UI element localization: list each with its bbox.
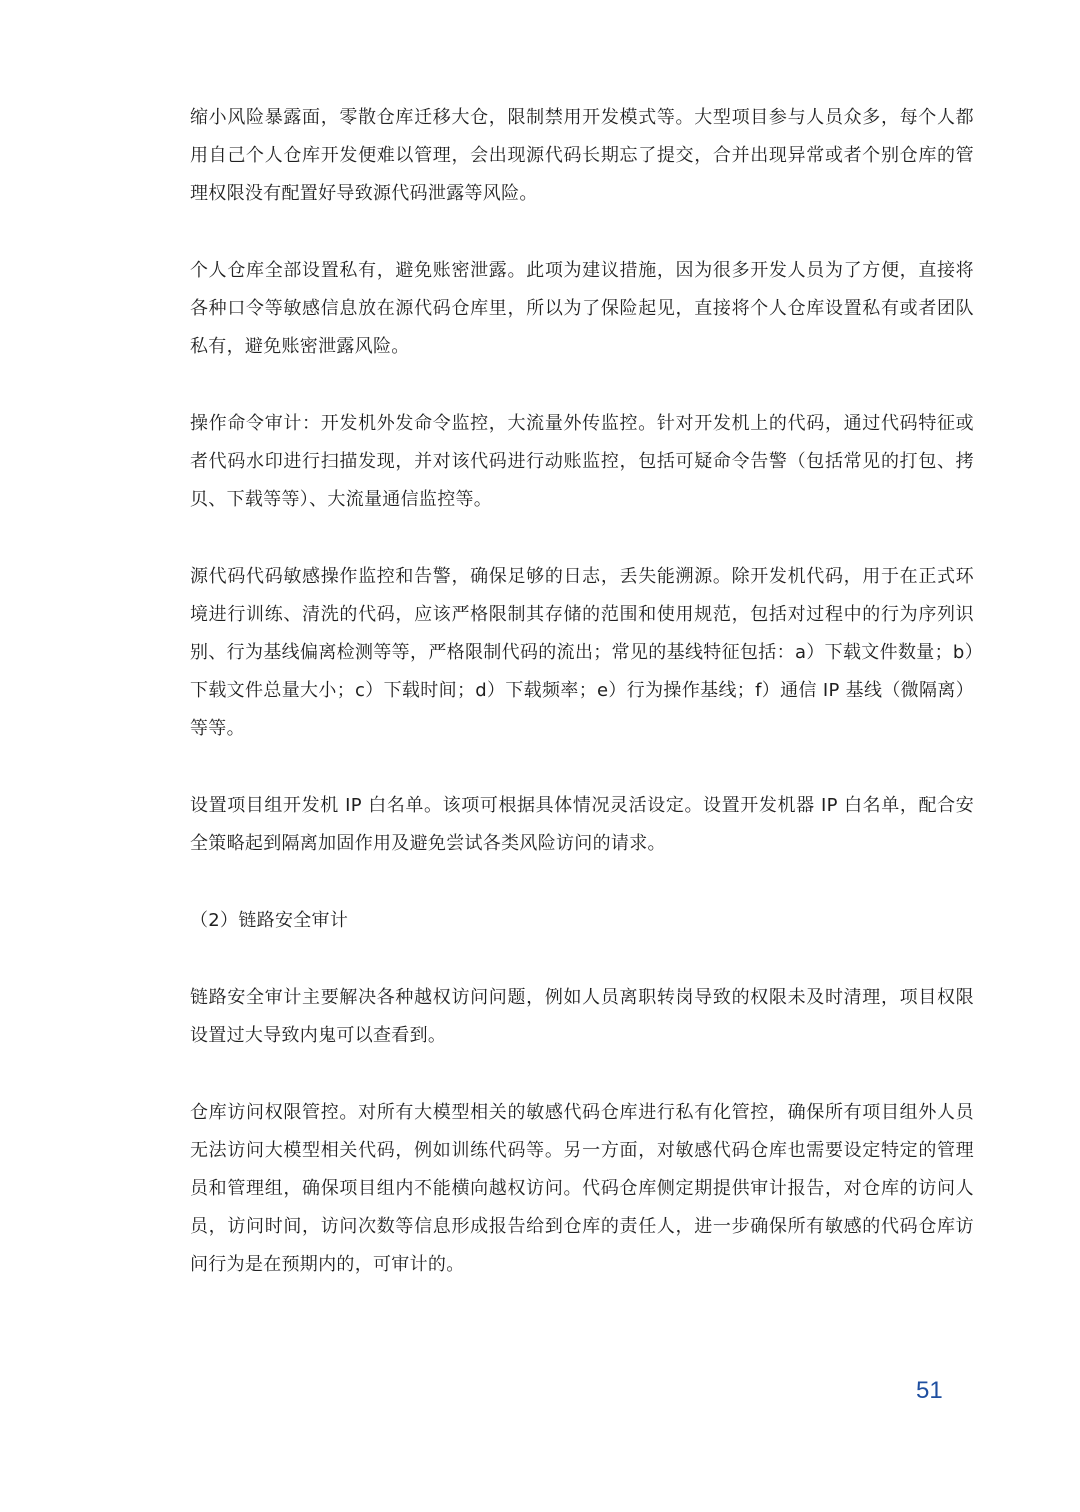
paragraph-1: 缩小风险暴露面，零散仓库迁移大仓，限制禁用开发模式等。大型项目参与人员众多，每个人都用自己个人仓库开发便难以管理，会出现源代码长期忘了提交，合并出现异常或者个别仓库的管理权限没有配置好导致源代码泄露等风险。 — [190, 107, 974, 204]
section-heading: （2）链路安全审计 — [190, 910, 349, 931]
paragraph-3: 操作命令审计：开发机外发命令监控，大流量外传监控。针对开发机上的代码，通过代码特征或者代码水印进行扫描发现，并对该代码进行动账监控，包括可疑命令告警（包括常见的打包、拷贝、下载等等）、大流量通信监控等。 — [190, 413, 974, 510]
paragraph-4: 源代码代码敏感操作监控和告警，确保足够的日志，丢失能溯源。除开发机代码，用于在正式环境进行训练、清洗的代码，应该严格限制其存储的范围和使用规范，包括对过程中的行为序列识别、行为基线偏离检测等等，严格限制代码的流出；常见的基线特征包括：a）下载文件数量；b）下载文件总量大小；c）下载时间；d）下载频率；e）行为操作基线；f）通信 IP 基线（微隔离）等等。 — [190, 566, 974, 739]
paragraph-7: 仓库访问权限管控。对所有大模型相关的敏感代码仓库进行私有化管控，确保所有项目组外人员无法访问大模型相关代码，例如训练代码等。另一方面，对敏感代码仓库也需要设定特定的管理员和管理组，确保项目组内不能横向越权访问。代码仓库侧定期提供审计报告，对仓库的访问人员，访问时间，访问次数等信息形成报告给到仓库的责任人，进一步确保所有敏感的代码仓库访问行为是在预期内的，可审计的。 — [190, 1102, 974, 1275]
page-number: 51 — [916, 1377, 943, 1404]
page-content — [190, 99, 974, 1323]
paragraph-2: 个人仓库全部设置私有，避免账密泄露。此项为建议措施，因为很多开发人员为了方便，直接将各种口令等敏感信息放在源代码仓库里，所以为了保险起见，直接将个人仓库设置私有或者团队私有，避免账密泄露风险。 — [190, 260, 974, 357]
paragraph-6: 链路安全审计主要解决各种越权访问问题，例如人员离职转岗导致的权限未及时清理，项目权限设置过大导致内鬼可以查看到。 — [190, 987, 974, 1046]
paragraph-5: 设置项目组开发机 IP 白名单。该项可根据具体情况灵活设定。设置开发机器 IP 白名单，配合安全策略起到隔离加固作用及避免尝试各类风险访问的请求。 — [190, 795, 974, 854]
